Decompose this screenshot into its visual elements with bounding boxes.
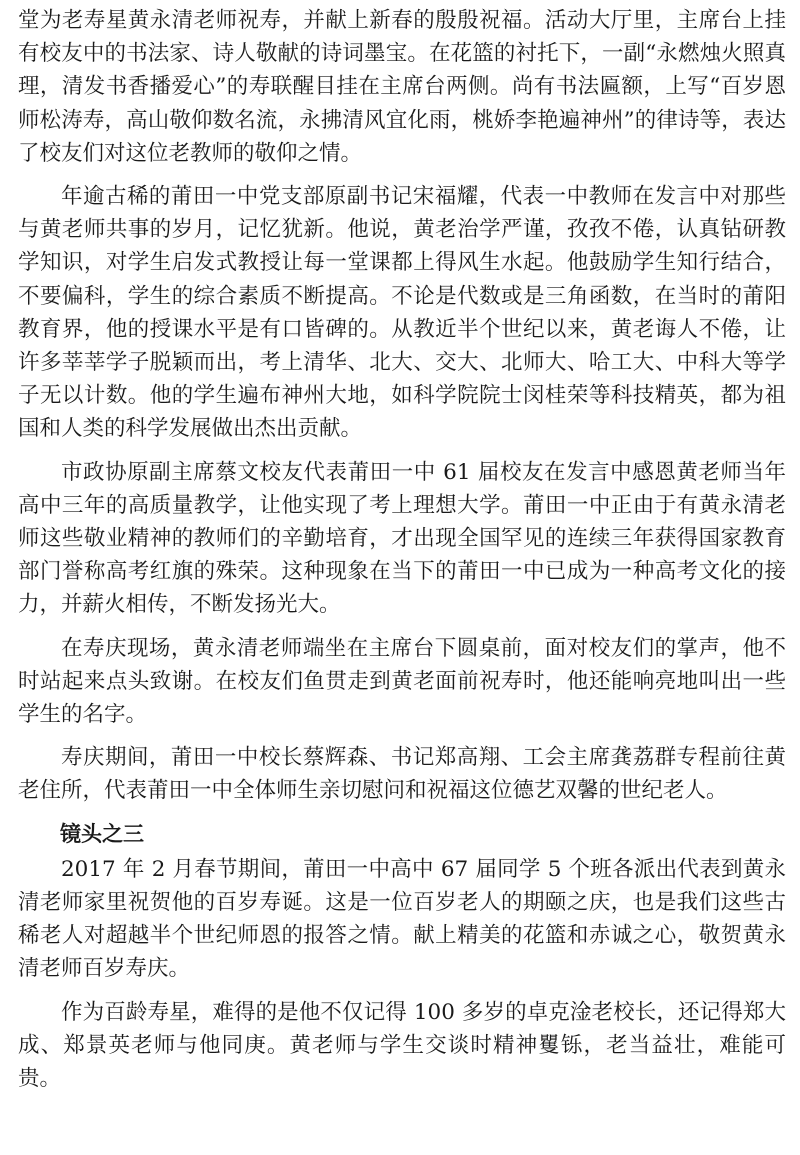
- paragraph-centenary-visit: 2017 年 2 月春节期间，莆田一中高中 67 届同学 5 个班各派出代表到黄永清老师家里祝贺他的百岁寿诞。这是一位百岁老人的期颐之庆，也是我们这些古稀老人对超越半个世纪师恩的报答之情。献上精美的花篮和赤诚之心，敬贺黄永清老师百岁寿庆。: [18, 856, 786, 982]
- paragraph-continuation: 堂为老寿星黄永清老师祝寿，并献上新春的殷殷祝福。活动大厅里，主席台上挂有校友中的书法家、诗人敬献的诗词墨宝。在花篮的衬托下，一副“永燃烛火照真理，清发书香播爱心”的寿联醒目挂在主席台两侧。尚有书法匾额，上写“百岁恩师松涛寿，高山敬仰数名流，永拂清风宜化雨，桃娇李艳遍神州”的律诗等，表达了校友们对这位老教师的敬仰之情。: [18, 8, 786, 166]
- paragraph-school-visit: 寿庆期间，莆田一中校长蔡辉森、书记郑高翔、工会主席龚荔群专程前往黄老住所，代表莆田一中全体师生亲切慰问和祝福这位德艺双馨的世纪老人。: [18, 745, 786, 804]
- paragraph-cai-wen-speech: 市政协原副主席蔡文校友代表莆田一中 61 届校友在发言中感恩黄老师当年高中三年的高质量教学，让他实现了考上理想大学。莆田一中正由于有黄永清老师这些敬业精神的教师们的辛勤培育，才出现全国罕见的连续三年获得国家教育部门誉称高考红旗的殊荣。这种现象在当下的莆田一中已成为一种高考文化的接力，并薪火相传，不断发扬光大。: [18, 459, 786, 618]
- section-heading: 镜头之三: [60, 821, 144, 846]
- paragraph-song-fuyao-speech: 年逾古稀的莆田一中党支部原副书记宋福耀，代表一中教师在发言中对那些与黄老师共事的岁月，记忆犹新。他说，黄老治学严谨，孜孜不倦，认真钻研教学知识，对学生启发式教授让每一堂课都上得风生水起。他鼓励学生知行结合，不要偏科，学生的综合素质不断提高。不论是代数或是三角函数，在当时的莆阳教育界，他的授课水平是有口皆碑的。从教近半个世纪以来，黄老诲人不倦，让许多莘莘学子脱颖而出，考上清华、北大、交大、北师大、哈工大、中科大等学子无以计数。他的学生遍布神州大地，如科学院院士闵桂荣等科技精英，都为祖国和人类的科学发展做出杰出贡献。: [18, 184, 786, 442]
- paragraph-celebration-scene: 在寿庆现场，黄永清老师端坐在主席台下圆桌前，面对校友们的掌声，他不时站起来点头致谢。在校友们鱼贯走到黄老面前祝寿时，他还能响亮地叫出一些学生的名字。: [18, 635, 786, 728]
- paragraph-memory: 作为百龄寿星，难得的是他不仅记得 100 多岁的卓克淦老校长，还记得郑大成、郑景英老师与他同庚。黄老师与学生交谈时精神矍铄，老当益壮，难能可贵。: [18, 999, 786, 1092]
